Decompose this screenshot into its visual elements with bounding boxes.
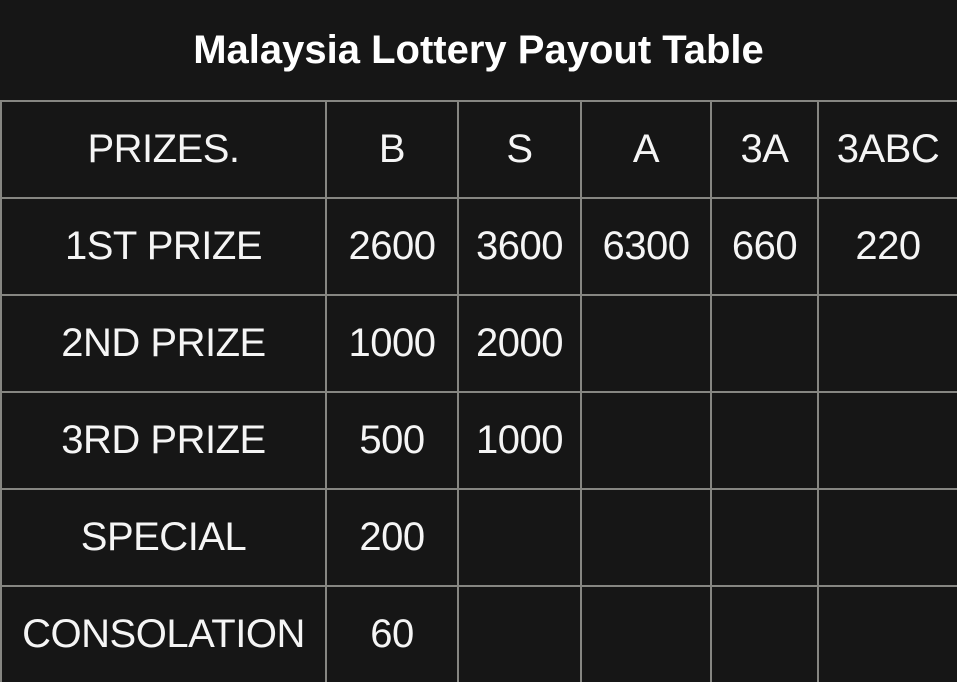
value-cell xyxy=(581,489,711,586)
value-cell xyxy=(711,392,818,489)
table-row-3rd-prize xyxy=(1,392,957,489)
value-cell xyxy=(818,489,957,586)
title-bar xyxy=(0,0,957,100)
header-cell-prizes: PRIZES. xyxy=(1,101,326,198)
value-cell xyxy=(818,295,957,392)
value-cell xyxy=(458,489,581,586)
value-cell xyxy=(711,489,818,586)
table-row-special xyxy=(1,489,957,586)
row-label-cell: 3RD PRIZE xyxy=(1,392,326,489)
value-cell: 60 xyxy=(326,586,458,682)
header-cell-a: A xyxy=(581,101,711,198)
row-label-cell: CONSOLATION xyxy=(1,586,326,682)
value-cell: 1000 xyxy=(458,392,581,489)
header-cell-b: B xyxy=(326,101,458,198)
header-row xyxy=(1,101,957,198)
value-cell xyxy=(818,586,957,682)
header-cell-3a: 3A xyxy=(711,101,818,198)
payout-table xyxy=(0,100,957,682)
value-cell xyxy=(581,392,711,489)
page-title: Malaysia Lottery Payout Table xyxy=(193,27,764,72)
value-cell xyxy=(581,295,711,392)
table-row-consolation xyxy=(1,586,957,682)
row-label-cell: 2ND PRIZE xyxy=(1,295,326,392)
value-cell xyxy=(458,586,581,682)
value-cell: 2600 xyxy=(326,198,458,295)
row-label-cell: SPECIAL xyxy=(1,489,326,586)
table-row-1st-prize xyxy=(1,198,957,295)
header-cell-s: S xyxy=(458,101,581,198)
row-label-cell: 1ST PRIZE xyxy=(1,198,326,295)
value-cell xyxy=(711,295,818,392)
value-cell: 1000 xyxy=(326,295,458,392)
value-cell xyxy=(818,392,957,489)
value-cell: 3600 xyxy=(458,198,581,295)
header-cell-3abc: 3ABC xyxy=(818,101,957,198)
value-cell: 500 xyxy=(326,392,458,489)
value-cell xyxy=(711,586,818,682)
table-row-2nd-prize xyxy=(1,295,957,392)
value-cell: 2000 xyxy=(458,295,581,392)
value-cell: 220 xyxy=(818,198,957,295)
value-cell: 6300 xyxy=(581,198,711,295)
value-cell xyxy=(581,586,711,682)
value-cell: 660 xyxy=(711,198,818,295)
value-cell: 200 xyxy=(326,489,458,586)
